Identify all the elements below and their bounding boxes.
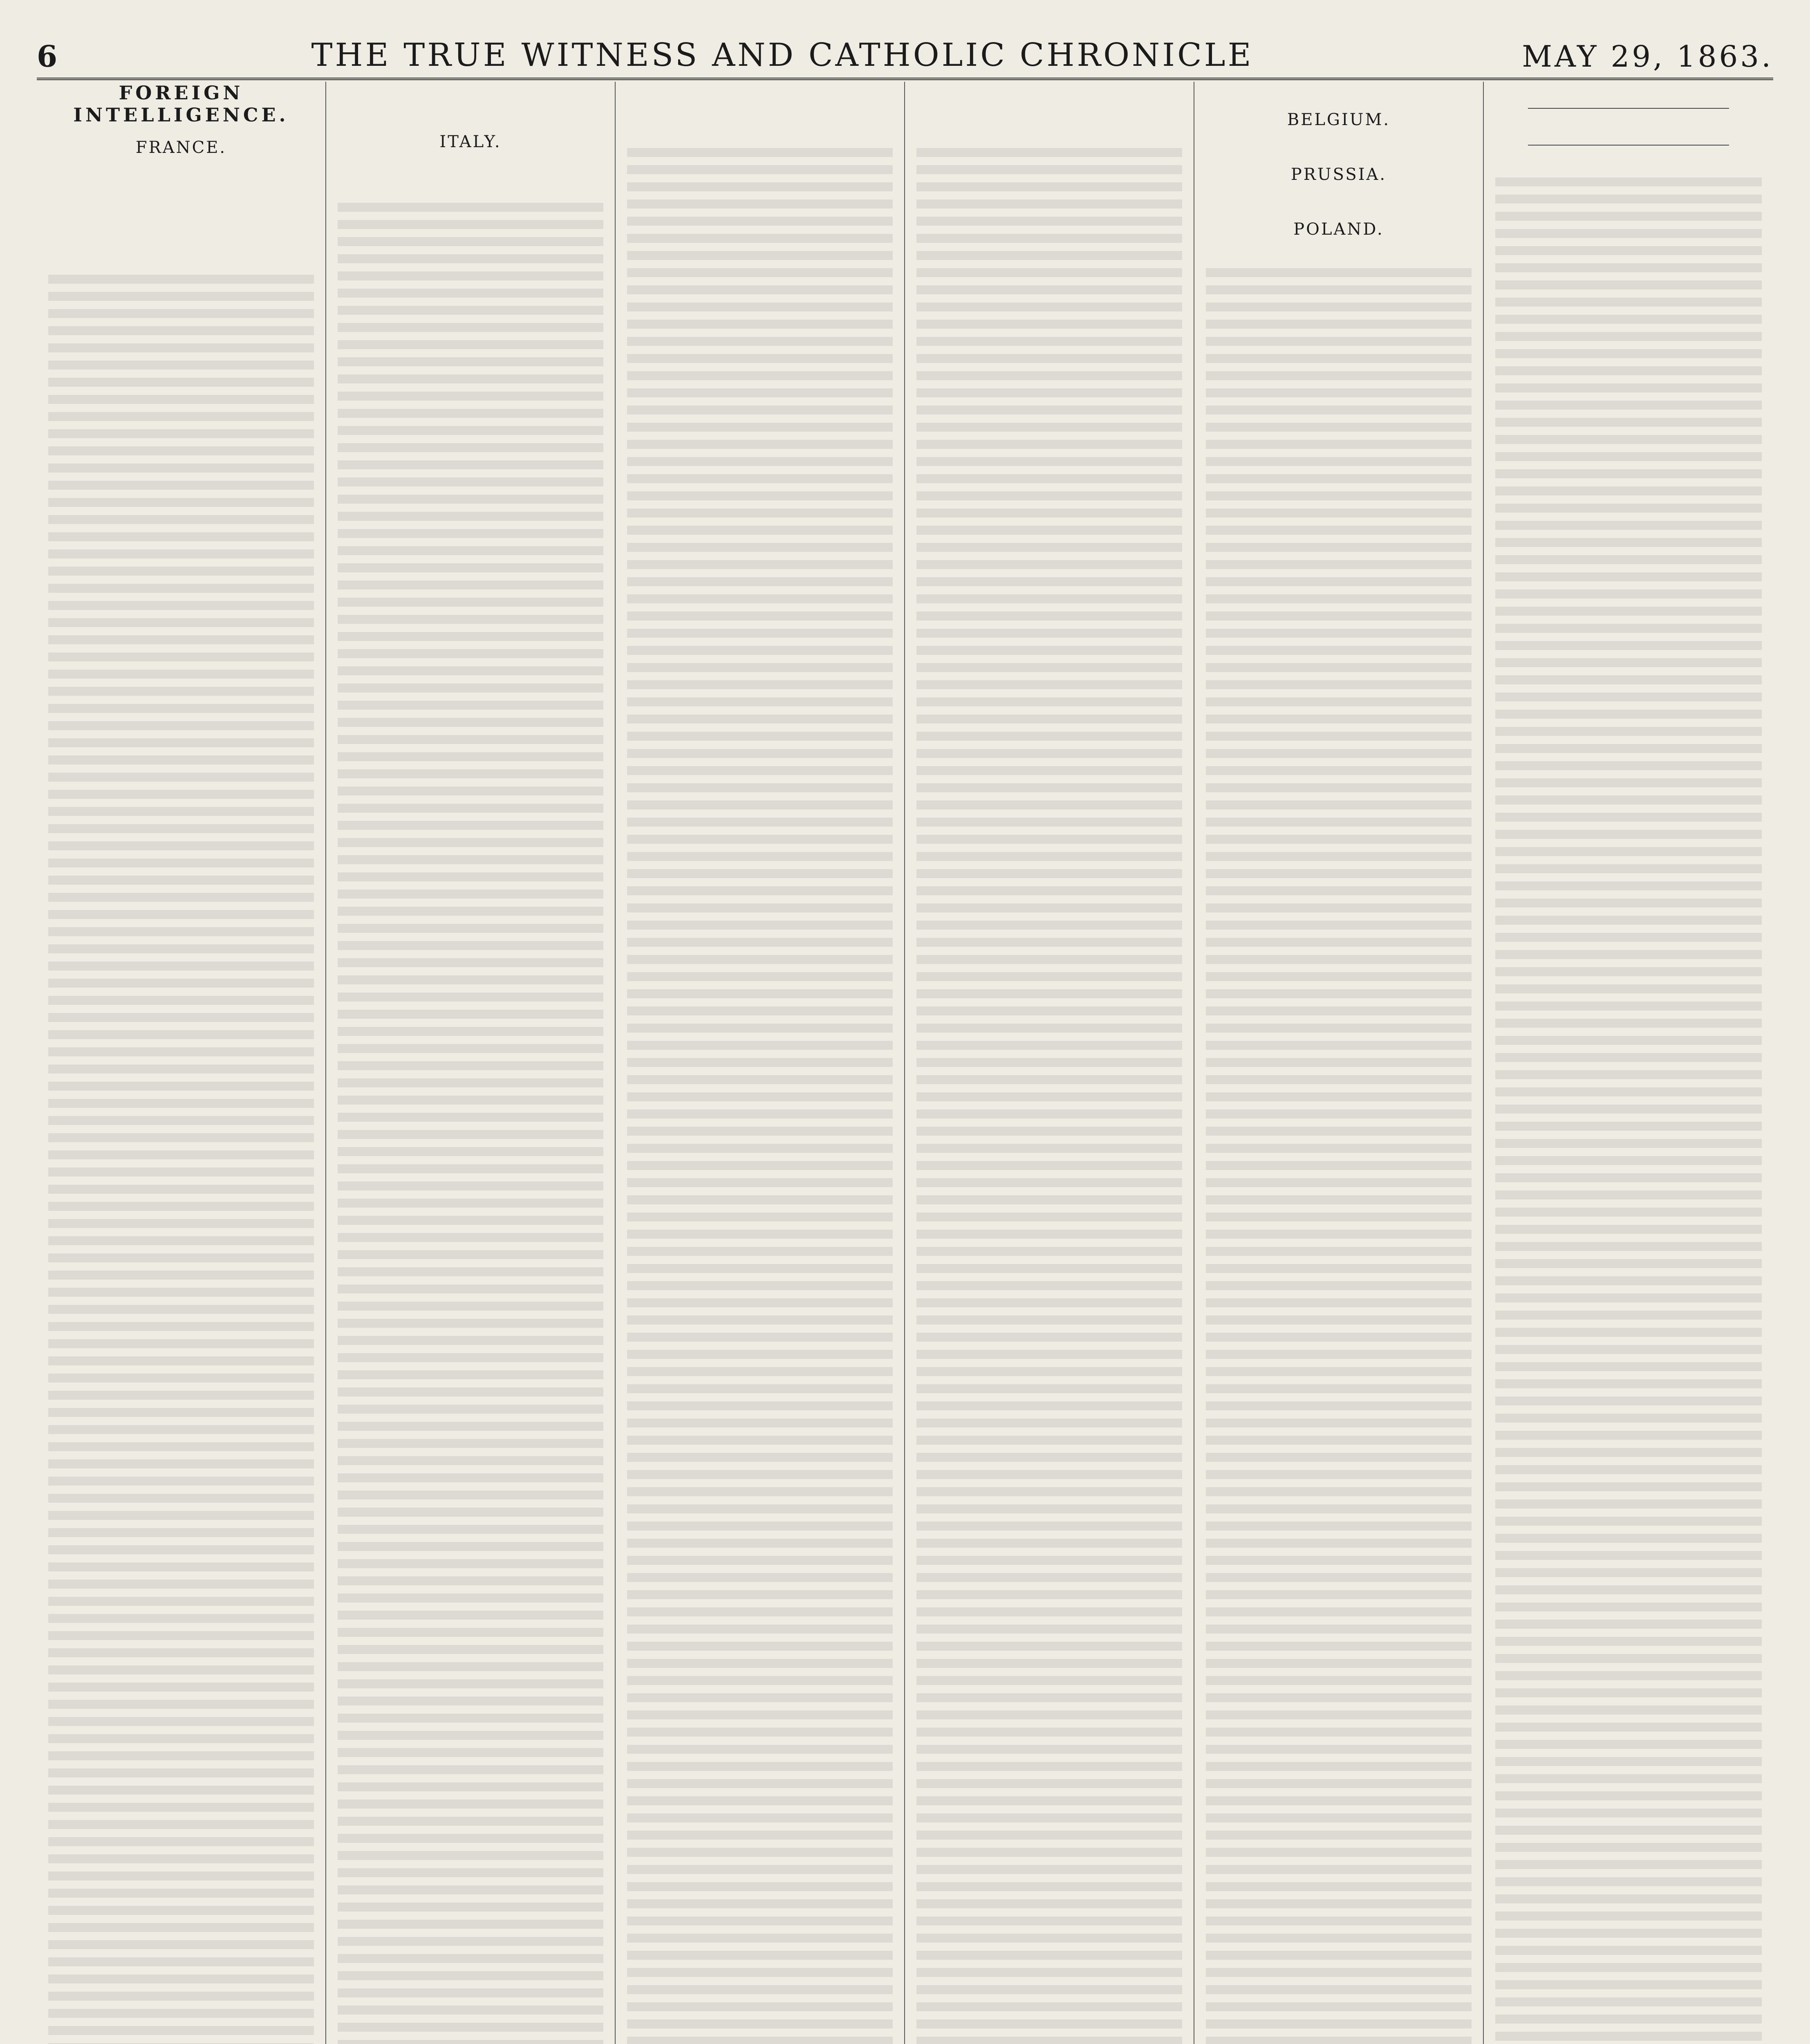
text-area-placeholder xyxy=(1206,268,1472,2044)
column-4 xyxy=(905,82,1194,2044)
article-paragraph xyxy=(48,253,314,269)
article-paragraph xyxy=(916,104,1182,120)
article-paragraph xyxy=(338,181,603,197)
article-paragraph xyxy=(338,159,603,175)
column-2 xyxy=(326,82,616,2044)
subhead-poland: POLAND. xyxy=(1293,220,1384,239)
subhead-belgium: BELGIUM. xyxy=(1287,110,1391,129)
subhead-italy: ITALY. xyxy=(439,132,502,151)
newspaper-title: THE TRUE WITNESS AND CATHOLIC CHRONICLE xyxy=(311,37,1254,74)
masthead xyxy=(37,29,1773,80)
issue-date: MAY 29, 1863. xyxy=(1522,39,1773,74)
article-paragraph xyxy=(1206,191,1472,208)
column-5 xyxy=(1194,82,1484,2044)
text-area-placeholder xyxy=(48,275,314,2044)
text-area-placeholder xyxy=(1495,177,1762,2044)
article-paragraph xyxy=(916,82,1182,98)
article-paragraph xyxy=(1206,246,1472,262)
article-paragraph xyxy=(1495,155,1762,172)
column-1 xyxy=(37,82,326,2044)
article-paragraph xyxy=(338,104,603,120)
divider-rule xyxy=(1528,145,1729,146)
article-paragraph xyxy=(1206,82,1472,98)
article-paragraph xyxy=(627,82,893,98)
article-columns xyxy=(37,82,1773,2044)
article-paragraph xyxy=(48,208,314,225)
text-area-placeholder xyxy=(627,148,893,2044)
article-paragraph xyxy=(1495,82,1762,98)
column-3 xyxy=(616,82,905,2044)
article-paragraph xyxy=(1495,119,1762,135)
column-6 xyxy=(1484,82,1773,2044)
article-paragraph xyxy=(48,164,314,181)
article-paragraph xyxy=(627,126,893,142)
text-area-placeholder xyxy=(338,203,603,2044)
text-area-placeholder xyxy=(916,148,1182,2044)
article-paragraph xyxy=(48,231,314,247)
article-paragraph xyxy=(1206,137,1472,153)
article-paragraph xyxy=(48,186,314,203)
article-paragraph xyxy=(916,126,1182,142)
divider-rule xyxy=(1528,108,1729,109)
column-block xyxy=(338,82,603,120)
section-title: FOREIGN INTELLIGENCE. xyxy=(73,82,289,126)
article-paragraph xyxy=(627,104,893,120)
article-paragraph xyxy=(338,82,603,98)
subhead-france: FRANCE. xyxy=(135,138,227,157)
subhead-prussia: PRUSSIA. xyxy=(1290,165,1387,184)
page-number: 6 xyxy=(37,39,58,74)
